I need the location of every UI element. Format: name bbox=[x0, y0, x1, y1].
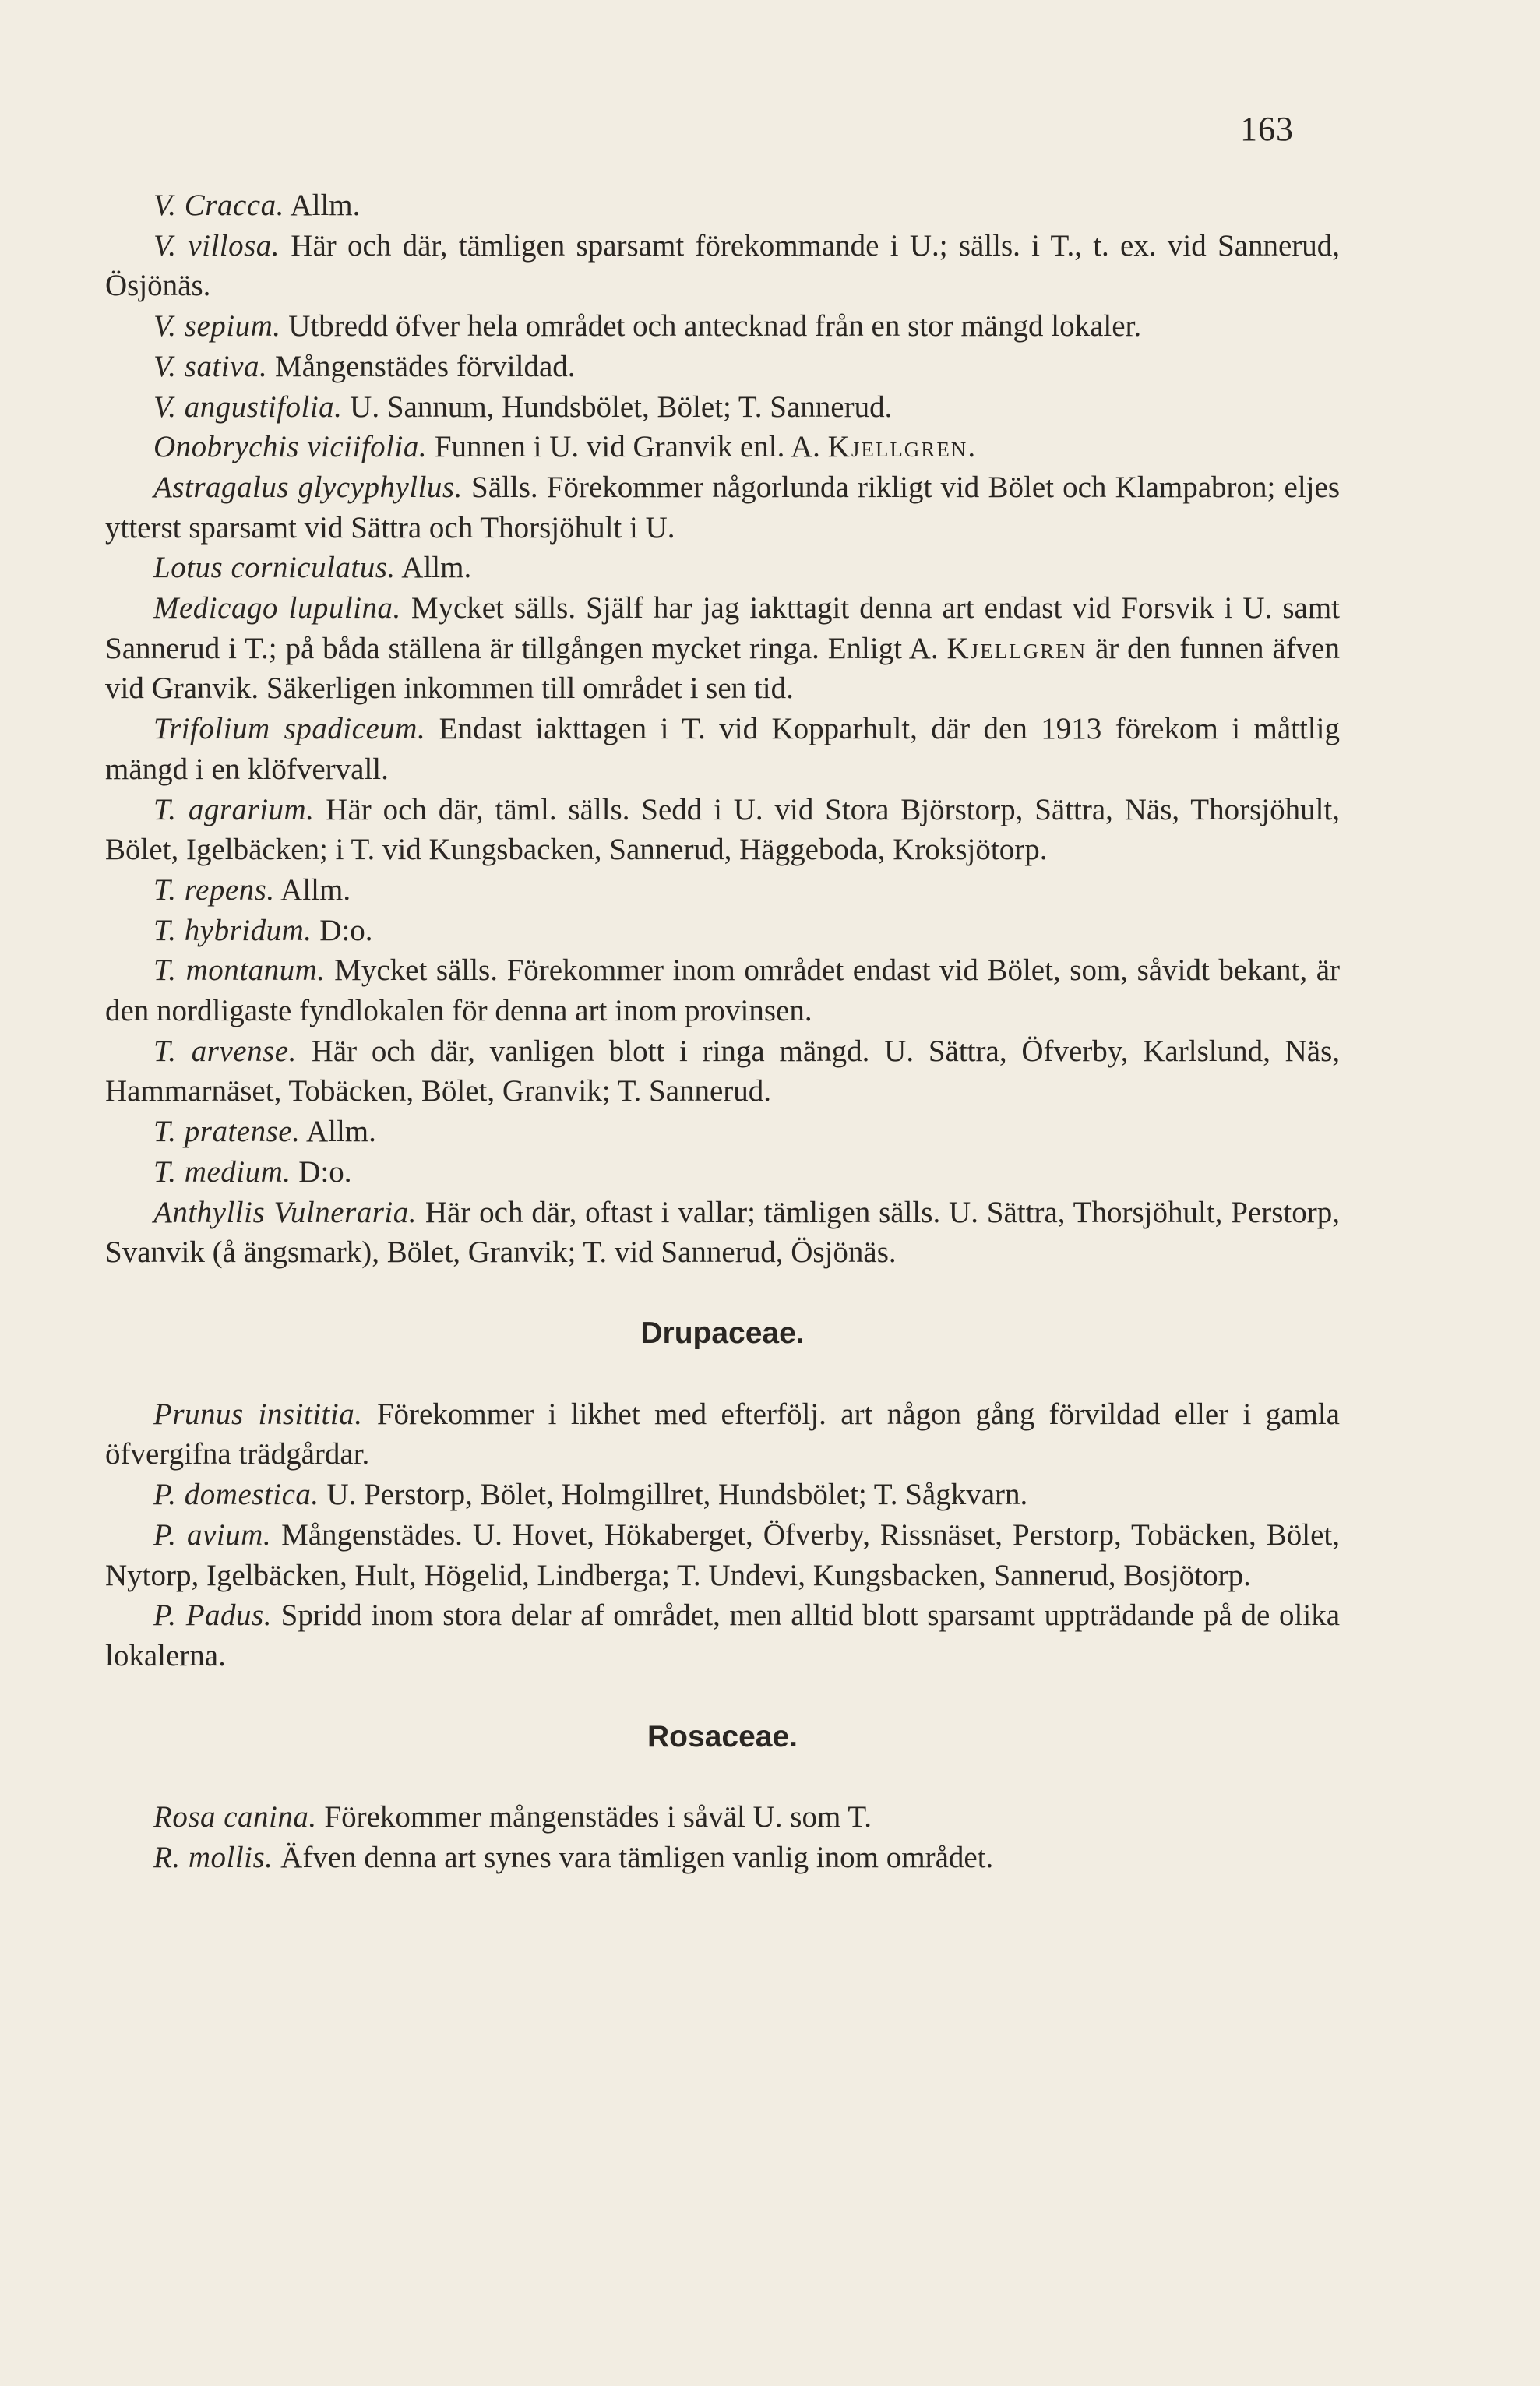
species-name: T. pratense. bbox=[153, 1115, 301, 1149]
species-description: D:o. bbox=[312, 913, 373, 947]
species-description: Allm. bbox=[300, 1115, 376, 1149]
species-name: Astragalus glycyphyllus. bbox=[153, 470, 463, 504]
species-description: U. Sannum, Hundsbölet, Bölet; T. Sannerud. bbox=[342, 389, 893, 424]
species-name: V. sativa. bbox=[153, 349, 268, 383]
species-list-rosaceae bbox=[105, 1797, 1340, 1877]
species-name: P. avium. bbox=[153, 1517, 272, 1552]
species-list-papilionaceae bbox=[105, 185, 1340, 1273]
species-description: Här och där, tämligen sparsamt förekommande i U.; sälls. i T., t. ex. vid Sannerud, Ösjönäs. bbox=[105, 228, 1340, 303]
species-name: T. arvense. bbox=[153, 1034, 297, 1068]
species-entry bbox=[105, 427, 1340, 467]
species-name: T. agrarium. bbox=[153, 792, 315, 826]
section-heading-rosaceae: Rosaceae. bbox=[647, 1719, 798, 1753]
species-description: Mångenstädes. U. Hovet, Hökaberget, Öfverby, Rissnäset, Perstorp, Tobäcken, Bölet, Nytorp, Igelbäcken, Hult, Högelid, Lindberga; T. Undevi, Kungsbacken, Sannerud, Bosjötorp. bbox=[105, 1517, 1340, 1592]
page-number: 163 bbox=[1240, 110, 1294, 148]
species-entry bbox=[105, 226, 1340, 306]
species-entry bbox=[105, 709, 1340, 789]
species-description: Sälls. Förekommer någorlunda rikligt vid Bölet och Klampabron; eljes ytterst sparsamt vid Sättra och Thorsjöhult i U. bbox=[105, 470, 1340, 545]
species-name: V. angustifolia. bbox=[153, 389, 343, 424]
species-description: Funnen i U. vid Granvik enl. A. bbox=[427, 430, 828, 464]
species-entry bbox=[105, 1152, 1340, 1193]
species-description-continued: . bbox=[967, 430, 976, 464]
species-name: Medicago lupulina. bbox=[153, 591, 401, 626]
species-description: Mångenstädes förvildad. bbox=[267, 349, 576, 383]
author-name: Kjellgren bbox=[827, 430, 968, 464]
species-description: Allm. bbox=[284, 189, 361, 222]
species-entry bbox=[105, 1797, 1340, 1838]
species-description: Mycket sälls. Själf har jag iakttagit denna art endast vid Forsvik i U. samt Sannerud i T.; på båda ställena är tillgången mycket ringa. Enligt A. bbox=[105, 591, 1341, 665]
species-entry bbox=[105, 1112, 1340, 1152]
species-entry bbox=[105, 347, 1340, 387]
species-name: Anthyllis Vulneraria. bbox=[153, 1195, 418, 1229]
species-entry bbox=[105, 306, 1340, 347]
species-name: P. domestica. bbox=[153, 1478, 319, 1512]
species-entry bbox=[105, 1031, 1340, 1112]
species-entry bbox=[105, 911, 1340, 951]
species-entry bbox=[105, 790, 1340, 870]
species-description: Allm. bbox=[395, 551, 472, 585]
species-entry bbox=[105, 950, 1340, 1031]
species-description: Spridd inom stora delar af området, men alltid blott sparsamt uppträdande på de olika lokalerna. bbox=[105, 1598, 1341, 1672]
species-entry bbox=[105, 1394, 1340, 1475]
species-description: Här och där, täml. sälls. Sedd i U. vid Stora Björstorp, Sättra, Näs, Thorsjöhult, Bölet, Igelbäcken; i T. vid Kungsbacken, Sannerud, Häggeboda, Kroksjötorp. bbox=[105, 792, 1340, 867]
species-name: Rosa canina. bbox=[153, 1800, 317, 1834]
species-name: R. mollis. bbox=[153, 1841, 273, 1875]
species-entry bbox=[105, 870, 1340, 911]
species-name: T. hybridum. bbox=[153, 913, 312, 947]
species-description: U. Perstorp, Bölet, Holmgillret, Hundsbölet; T. Sågkvarn. bbox=[319, 1478, 1028, 1512]
species-name: Trifolium spadiceum. bbox=[153, 712, 426, 746]
species-entry bbox=[105, 185, 1340, 226]
species-description: Här och där, vanligen blott i ringa mängd. U. Sättra, Öfverby, Karlslund, Näs, Hammarnäset, Tobäcken, Bölet, Granvik; T. Sannerud. bbox=[105, 1034, 1340, 1108]
species-description: Här och där, oftast i vallar; tämligen sälls. U. Sättra, Thorsjöhult, Perstorp, Svanvik (å ängsmark), Bölet, Granvik; T. vid Sannerud, Ösjönäs. bbox=[105, 1195, 1340, 1270]
species-name: Lotus corniculatus. bbox=[153, 551, 396, 585]
species-name: Onobrychis viciifolia. bbox=[153, 430, 428, 464]
species-name: V. Cracca. bbox=[153, 189, 284, 222]
author-name: Kjellgren bbox=[946, 631, 1087, 665]
species-entry bbox=[105, 387, 1340, 428]
species-entry bbox=[105, 1838, 1340, 1878]
species-description: Äfven denna art synes vara tämligen vanlig inom området. bbox=[273, 1841, 994, 1875]
species-entry bbox=[105, 1595, 1340, 1676]
body-text bbox=[105, 185, 1340, 1878]
species-name: V. sepium. bbox=[153, 309, 281, 344]
species-description: D:o. bbox=[291, 1154, 352, 1189]
species-entry bbox=[105, 467, 1340, 548]
species-name: T. montanum. bbox=[153, 953, 326, 988]
species-name: Prunus insititia. bbox=[153, 1397, 363, 1431]
species-description: Förekommer mångenstädes i såväl U. som T. bbox=[316, 1800, 872, 1834]
species-name: V. villosa. bbox=[153, 228, 280, 263]
species-entry bbox=[105, 1193, 1340, 1273]
species-description: Utbredd öfver hela området och antecknad från en stor mängd lokaler. bbox=[280, 309, 1142, 344]
species-list-drupaceae bbox=[105, 1394, 1340, 1676]
species-entry bbox=[105, 1475, 1340, 1515]
species-description: Allm. bbox=[274, 872, 351, 907]
species-entry bbox=[105, 588, 1340, 709]
section-heading-drupaceae: Drupaceae. bbox=[640, 1316, 805, 1350]
species-entry bbox=[105, 548, 1340, 588]
species-name: P. Padus. bbox=[153, 1598, 272, 1633]
species-description-continued: är den funnen äfven vid Granvik. Säkerligen inkommen till området i sen tid. bbox=[105, 631, 1340, 706]
species-entry bbox=[105, 1515, 1340, 1595]
species-description: Förekommer i likhet med efterfölj. art någon gång förvildad eller i gamla öfvergifna trädgårdar. bbox=[105, 1397, 1340, 1471]
species-name: T. medium. bbox=[153, 1154, 291, 1189]
species-description: Endast iakttagen i T. vid Kopparhult, där den 1913 förekom i måttlig mängd i en klöfvervall. bbox=[105, 712, 1340, 786]
species-name: T. repens. bbox=[153, 872, 275, 907]
species-description: Mycket sälls. Förekommer inom området endast vid Bölet, som, såvidt bekant, är den nordligaste fyndlokalen för denna art inom provinsen. bbox=[105, 953, 1340, 1028]
